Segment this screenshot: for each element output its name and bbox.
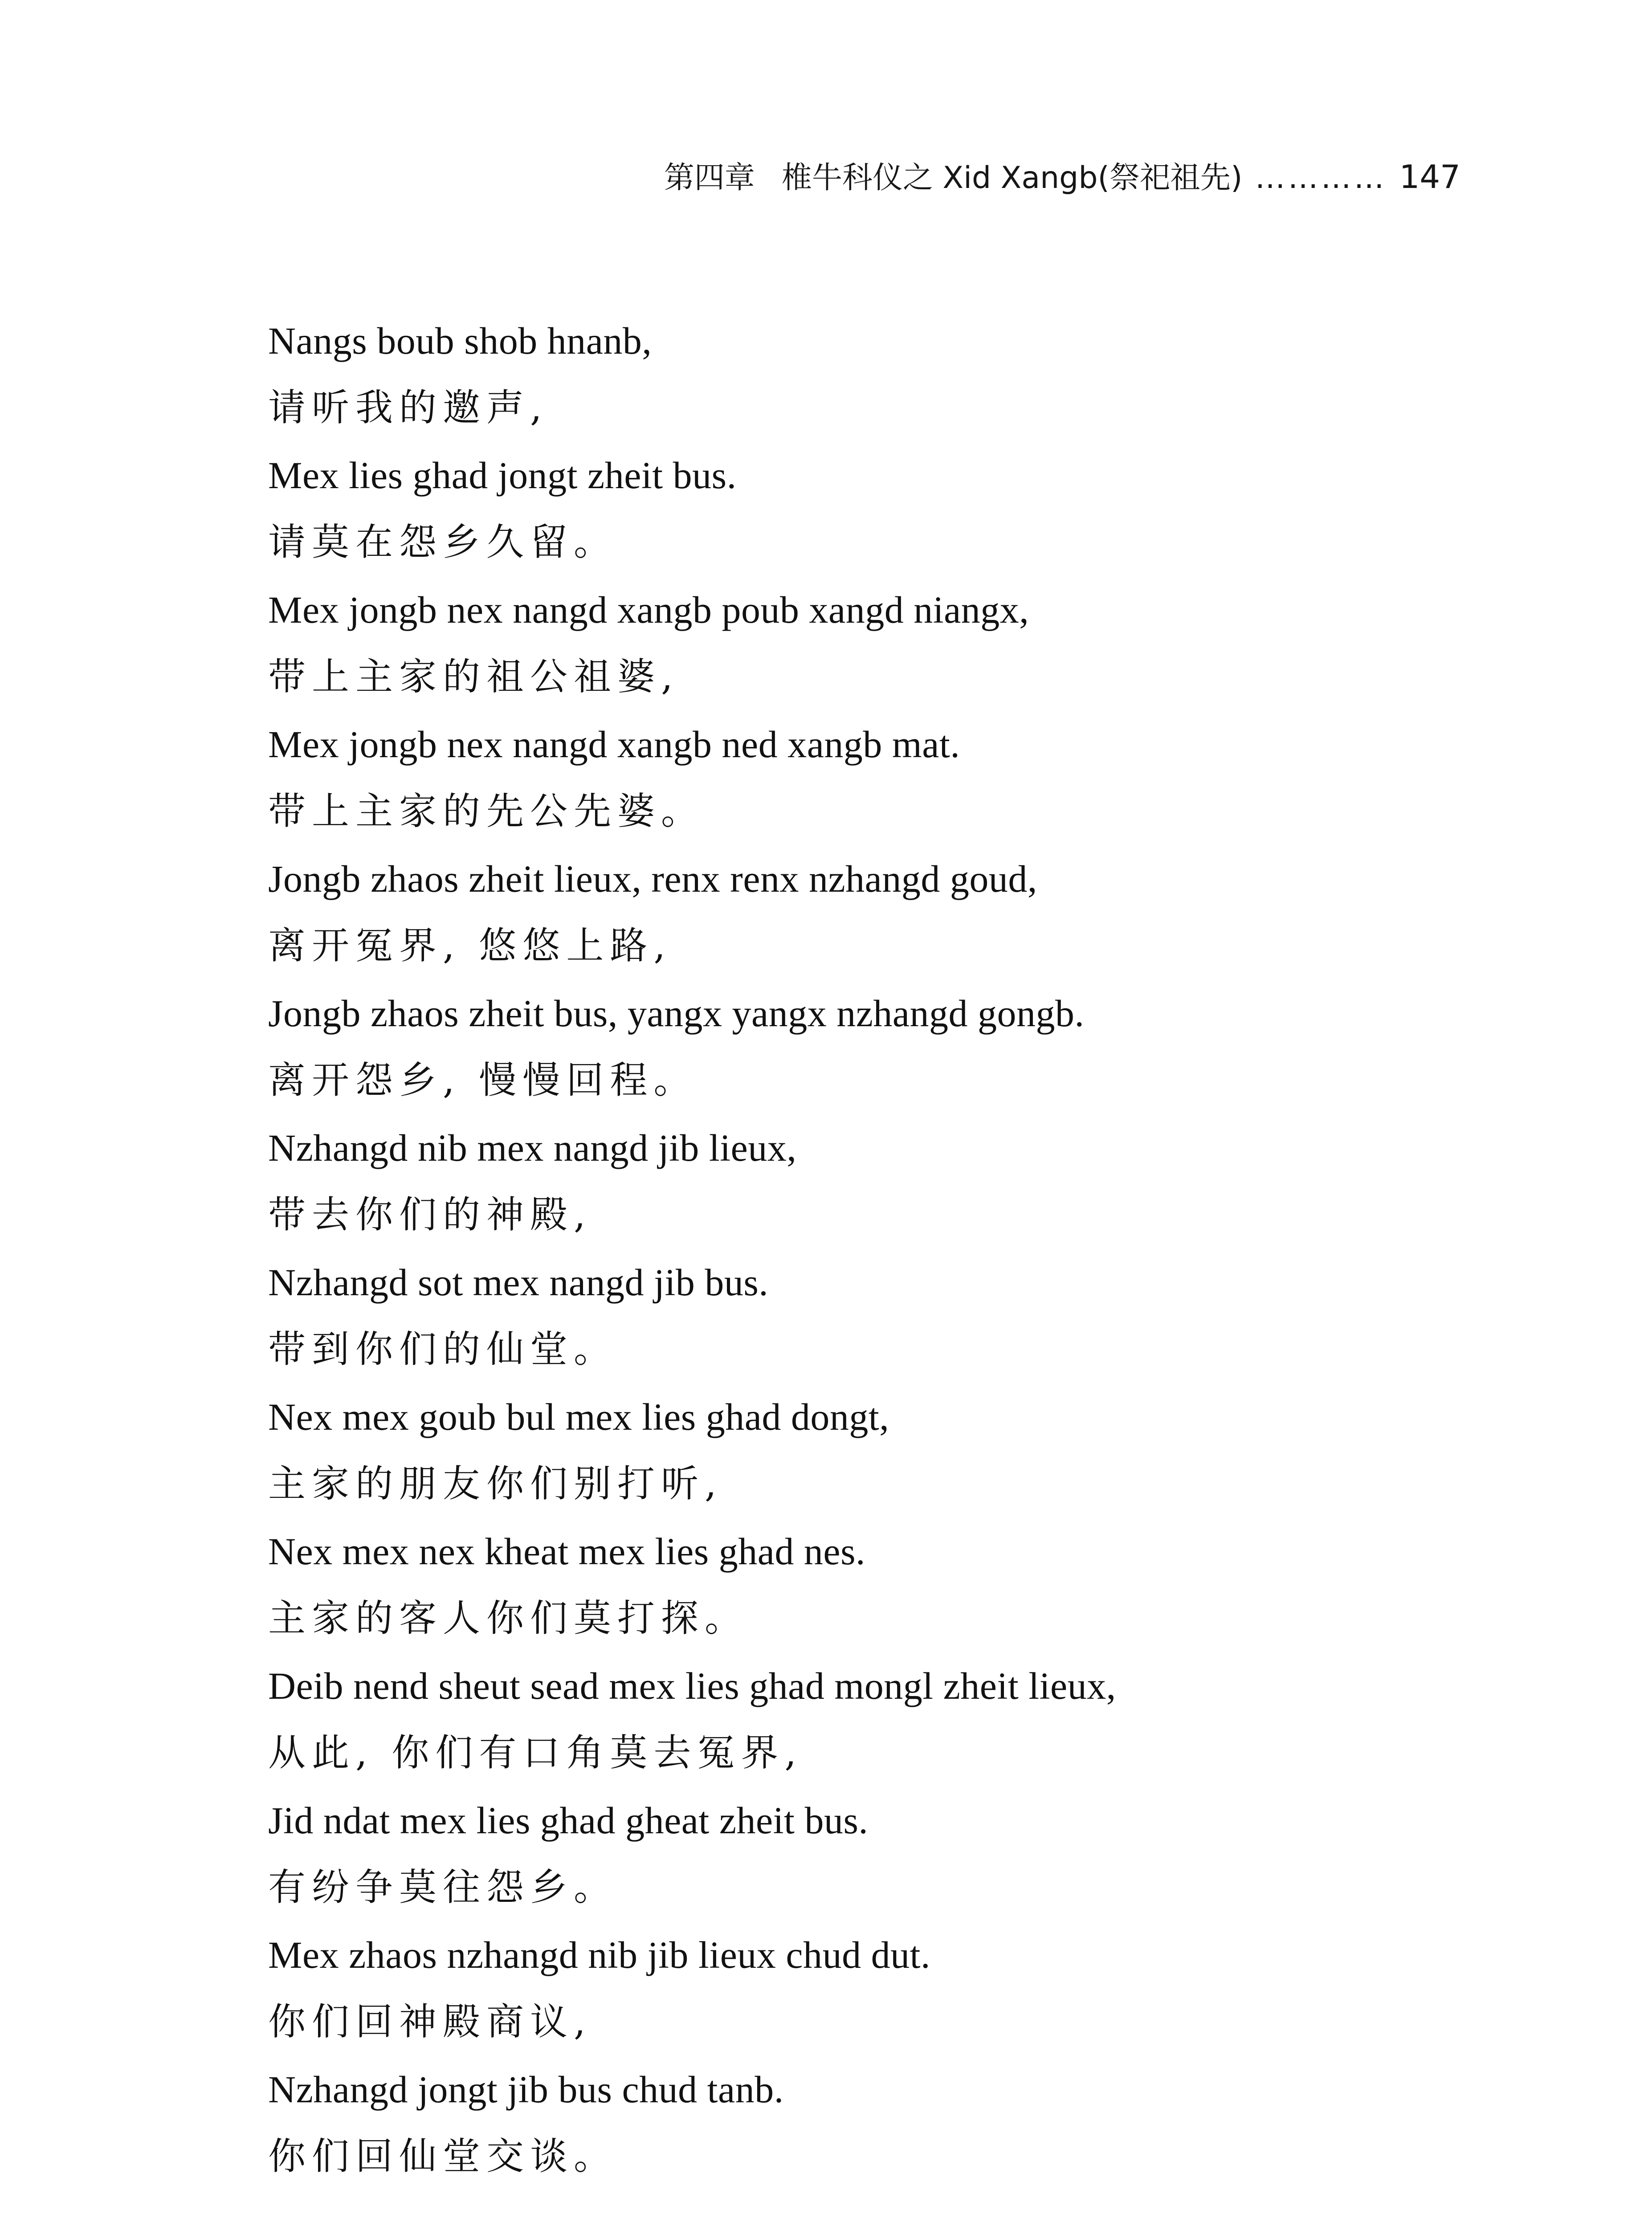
- chinese-line: 你们回神殿商议,: [268, 2000, 592, 2043]
- verse-pair: [268, 442, 1506, 576]
- verse-pair: [268, 1787, 1506, 1921]
- verse-pair: [268, 2056, 1506, 2190]
- verse-pair: [268, 1383, 1506, 1518]
- running-header: [0, 154, 1652, 203]
- verse-pair: [268, 1249, 1506, 1383]
- page-number: 147: [1399, 158, 1460, 196]
- miao-line: Nzhangd sot mex nangd jib bus.: [268, 1261, 769, 1304]
- chinese-line: 从此, 你们有口角莫去冤界,: [268, 1731, 803, 1774]
- miao-line: Mex zhaos nzhangd nib jib lieux chud dut.: [268, 1933, 930, 1976]
- chinese-line: 离开怨乡, 慢慢回程。: [268, 1058, 698, 1102]
- chinese-line: 有纷争莫往怨乡。: [268, 1865, 618, 1909]
- verse-list: [268, 307, 1506, 2190]
- miao-line: Nzhangd jongt jib bus chud tanb.: [268, 2068, 784, 2111]
- chinese-line: 带上主家的祖公祖婆,: [268, 655, 679, 698]
- chapter-title: 椎牛科仪之 Xid Xangb(祭祀祖先): [781, 160, 1243, 196]
- miao-line: Nex mex nex kheat mex lies ghad nes.: [268, 1530, 866, 1573]
- miao-line: Nzhangd nib mex nangd jib lieux,: [268, 1126, 797, 1169]
- chinese-line: 主家的客人你们莫打探。: [268, 1596, 749, 1640]
- chinese-line: 请莫在怨乡久留。: [268, 520, 618, 564]
- chapter-label: 第四章: [664, 160, 755, 196]
- chinese-line: 带上主家的先公先婆。: [268, 789, 705, 833]
- miao-line: Nex mex goub bul mex lies ghad dongt,: [268, 1395, 889, 1438]
- verse-pair: [268, 1114, 1506, 1249]
- miao-line: Nangs boub shob hnanb,: [268, 319, 652, 362]
- chinese-line: 请听我的邀声,: [268, 386, 548, 429]
- miao-line: Mex lies ghad jongt zheit bus.: [268, 454, 737, 497]
- miao-line: Jongb zhaos zheit bus, yangx yangx nzhangd gongb.: [268, 992, 1085, 1035]
- chinese-line: 离开冤界, 悠悠上路,: [268, 924, 672, 967]
- miao-line: Mex jongb nex nangd xangb poub xangd niangx,: [268, 588, 1029, 631]
- chinese-line: 带去你们的神殿,: [268, 1193, 592, 1236]
- verse-pair: [268, 1921, 1506, 2056]
- verse-pair: [268, 980, 1506, 1114]
- chinese-line: 你们回仙堂交谈。: [268, 2134, 618, 2178]
- chinese-line: 主家的朋友你们别打听,: [268, 1462, 723, 1505]
- verse-pair: [268, 1652, 1506, 1787]
- running-header-text: [664, 154, 1460, 197]
- dot-leader: …………: [1255, 160, 1387, 196]
- verse-pair: [268, 1518, 1506, 1652]
- miao-line: Deib nend sheut sead mex lies ghad mongl zheit lieux,: [268, 1664, 1116, 1707]
- verse-pair: [268, 845, 1506, 980]
- verse-pair: [268, 711, 1506, 845]
- verse-pair: [268, 307, 1506, 442]
- miao-line: Jongb zhaos zheit lieux, renx renx nzhangd goud,: [268, 857, 1037, 900]
- miao-line: Mex jongb nex nangd xangb ned xangb mat.: [268, 723, 960, 766]
- chinese-line: 带到你们的仙堂。: [268, 1327, 618, 1371]
- miao-line: Jid ndat mex lies ghad gheat zheit bus.: [268, 1799, 869, 1842]
- verse-pair: [268, 576, 1506, 711]
